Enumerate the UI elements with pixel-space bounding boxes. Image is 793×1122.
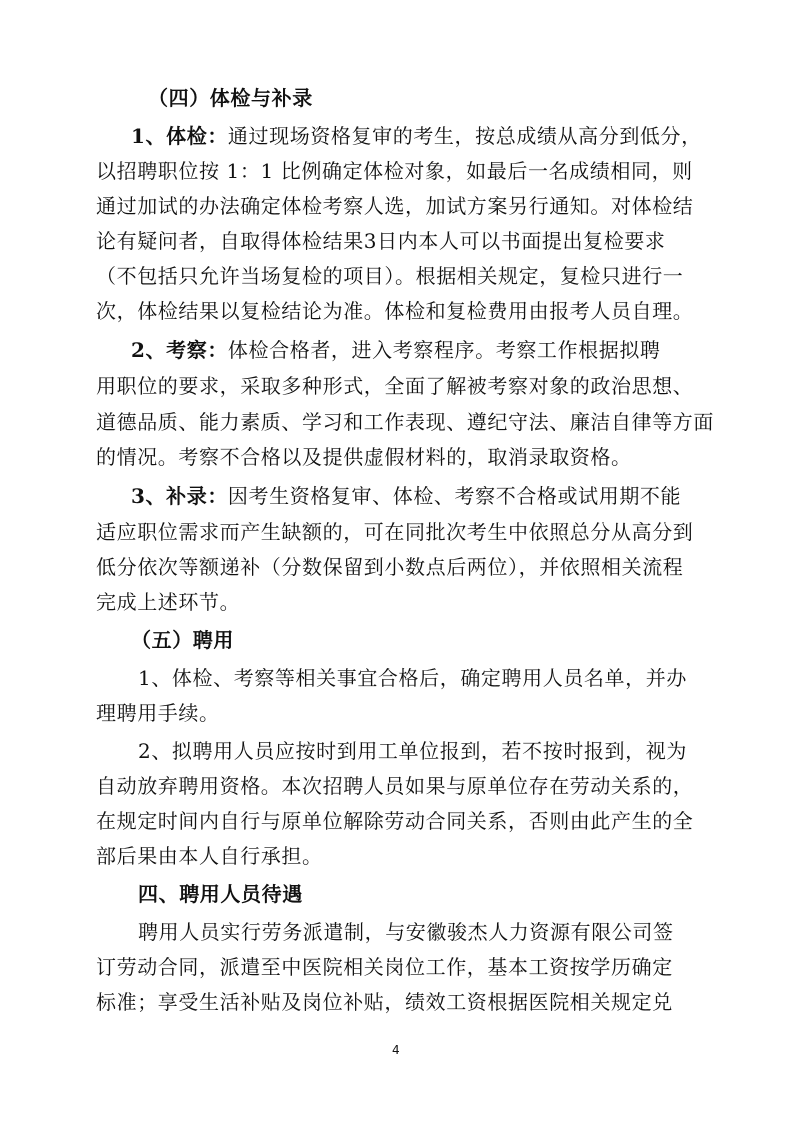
page-number: 4 (392, 1043, 400, 1057)
section-4-item-2-label: 2、考察： (131, 338, 228, 362)
section-4-item-3-label: 3、补录： (131, 484, 228, 508)
chapter-4-line-2: 订劳动合同，派遣至中医院相关岗位工作，基本工资按学历确定 (96, 955, 673, 979)
section-5-title: （五）聘用 (131, 628, 234, 652)
section-4-item-1-text: 通过现场资格复审的考生，按总成绩从高分到低分， (227, 124, 702, 148)
section-4-item-3-first-line (131, 482, 681, 512)
section-4-item-3-text: 因考生资格复审、体检、考察不合格或试用期不能 (227, 484, 682, 508)
section-4-item-1-first-line (131, 122, 702, 152)
section-4-item-2-text: 体检合格者，进入考察程序。考察工作根据拟聘 (227, 338, 661, 362)
section-4-item-1-line-3: 通过加试的办法确定体检考察人选，加试方案另行通知。对体检结 (96, 194, 694, 218)
section-5-item-2-line-3: 在规定时间内自行与原单位解除劳动合同关系，否则由此产生的全 (96, 809, 694, 833)
section-4-item-3-line-2: 适应职位需求而产生缺额的，可在同批次考生中依照总分从高分到 (96, 520, 694, 544)
section-4-item-2-line-2: 用职位的要求，采取多种形式，全面了解被考察对象的政治思想、 (96, 374, 694, 398)
chapter-4-line-3: 标准；享受生活补贴及岗位补贴，绩效工资根据医院相关规定兑 (96, 990, 673, 1014)
section-4-item-2-line-3: 道德品质、能力素质、学习和工作表现、遵纪守法、廉洁自律等方面 (96, 410, 714, 434)
section-5-item-2-line-4: 部后果由本人自行承担。 (96, 844, 323, 868)
section-5-item-2-line-1: 2、拟聘用人员应按时到用工单位报到，若不按时报到，视为 (138, 739, 687, 763)
section-5-item-1-line-1: 1、体检、考察等相关事宜合格后，确定聘用人员名单，并办 (138, 666, 687, 690)
section-4-title: （四）体检与补录 (148, 86, 313, 110)
chapter-4-line-1: 聘用人员实行劳务派遣制，与安徽骏杰人力资源有限公司签 (138, 920, 674, 944)
section-4-item-1-line-2: 以招聘职位按 1：1 比例确定体检对象，如最后一名成绩相同，则 (96, 159, 693, 183)
chapter-4-title: 四、聘用人员待遇 (138, 882, 303, 906)
section-4-item-1-line-5: （不包括只允许当场复检的项目）。根据相关规定，复检只进行一 (96, 264, 684, 288)
section-4-item-1-line-6: 次，体检结果以复检结论为准。体检和复检费用由报考人员自理。 (96, 299, 694, 323)
section-4-item-2-first-line (131, 336, 661, 366)
section-4-item-3-line-3: 低分依次等额递补（分数保留到小数点后两位），并依照相关流程 (96, 555, 684, 579)
section-4-item-2-line-4: 的情况。考察不合格以及提供虚假材料的，取消录取资格。 (96, 445, 632, 469)
section-4-item-3-line-4: 完成上述环节。 (96, 590, 241, 614)
section-5-item-2-line-2: 自动放弃聘用资格。本次招聘人员如果与原单位存在劳动关系的， (96, 774, 694, 798)
section-4-item-1-label: 1、体检： (131, 124, 228, 148)
section-4-item-1-line-4: 论有疑问者，自取得体检结果3日内本人可以书面提出复检要求 (96, 229, 666, 253)
section-5-item-1-line-2: 理聘用手续。 (96, 701, 220, 725)
